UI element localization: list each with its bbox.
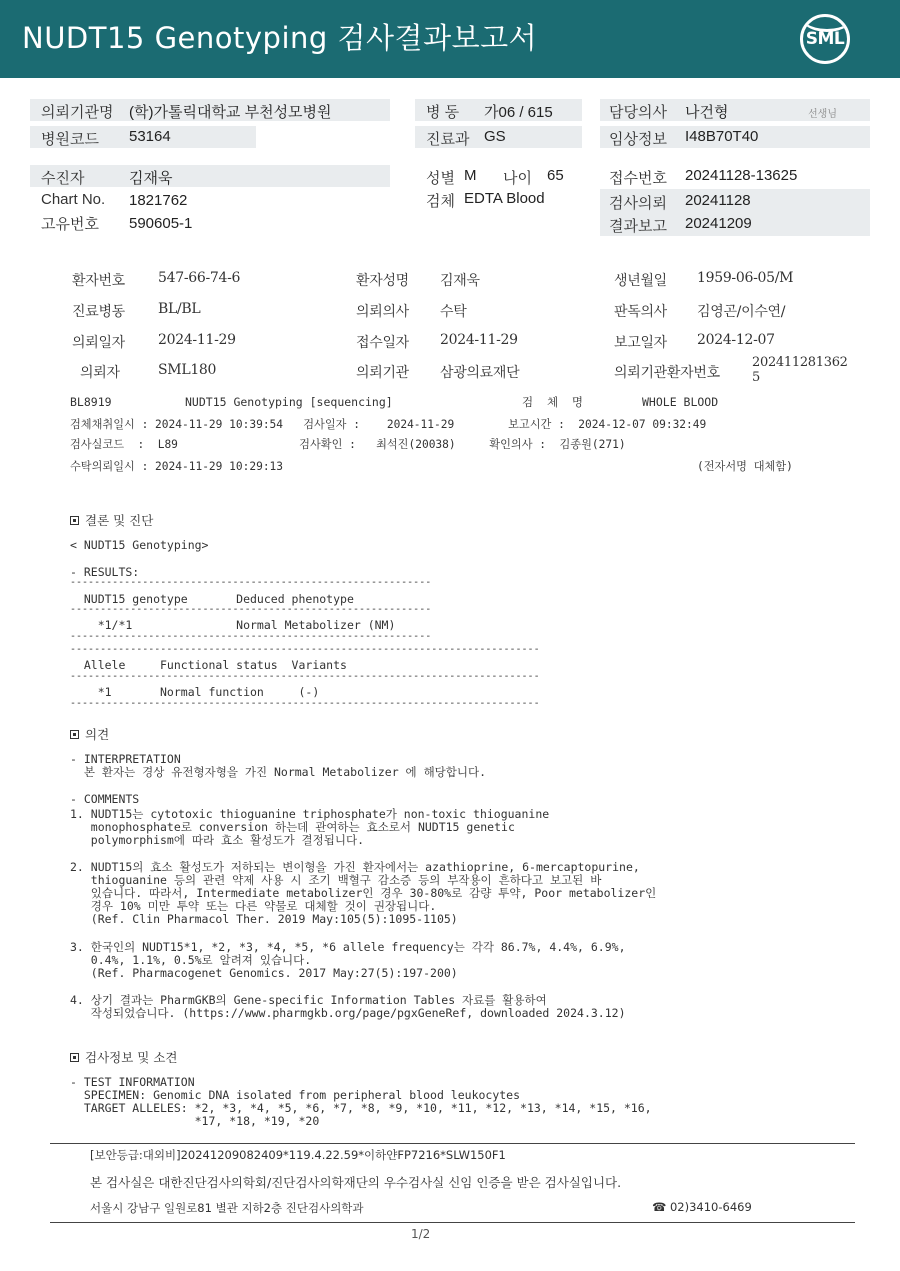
summary-value: 김영곤/이수연/ (697, 304, 786, 320)
result-subtitle: < NUDT15 Genotyping> (70, 538, 209, 552)
requester-value: (학)가톨릭대학교 부천성모병원 (129, 104, 332, 121)
ward-label: 병 동 (426, 104, 460, 121)
summary-value-wrap: 5 (752, 370, 760, 385)
uid-value: 590605-1 (129, 215, 193, 232)
patient-label: 수진자 (41, 170, 85, 187)
request-label: 검사의뢰 (609, 195, 667, 212)
report-title: NUDT15 Genotyping 검사결과보고서 (22, 21, 538, 55)
summary-value: 2024-11-29 (158, 332, 236, 348)
comments-label: - COMMENTS (70, 792, 140, 806)
table1-top-rule: ------------------------------------------------------------ (70, 577, 432, 588)
summary-value: 삼광의료재단 (440, 365, 520, 381)
summary-value: 수탁 (440, 304, 467, 320)
results-label: - RESULTS: (70, 565, 140, 579)
summary-label: 의뢰기관 (356, 365, 409, 381)
phone-text: ☎ 02)3410-6469 (652, 1200, 752, 1214)
table2-mid-rule: ------------------------------------------------------------------------------ (70, 671, 540, 682)
summary-label: 의뢰일자 (72, 335, 125, 351)
interpretation-text: 본 환자는 경상 유전형자형을 가진 Normal Metabolizer 에 해당합니다. (70, 765, 487, 779)
specimen-value: EDTA Blood (464, 190, 545, 207)
summary-value: BL/BL (158, 301, 201, 317)
comment-2: 2. NUDT15의 효소 활성도가 저하되는 변이형을 가진 환자에서는 azathioprine, 6-mercaptopurine, thioguanine 등의 관련 약제 사용 시 조기 백혈구 감소증 등의 부작용이 흔하다고 보고된 바 있습니다. 따라서, Intermediate metabolizer인 경우 30-80%로 감량 투약, Poor metabolizer인 경우 10% 미만 투약 또는 다른 약물로 대체할 것이 권장됩니다. (Ref. Clin Pharmacol Ther. 2019 May:105(5):1095-1105) (70, 860, 657, 926)
uid-label: 고유번호 (41, 216, 99, 233)
comment-4: 4. 상기 결과는 PharmGKB의 Gene-specific Information Tables 자료를 활용하여 작성되었습니다. (https://www.pharmgkb.org/page/pgxGeneRef, downloaded 2024.3.12) (70, 993, 626, 1020)
sex-value: M (464, 167, 477, 184)
comment-1: 1. NUDT15는 cytotoxic thioguanine triphosphate가 non-toxic thioguanine monophosphate로 conversion 하는데 관여하는 효소로서 NUDT15 genetic polymorphism에 따라 효소 활성도가 결정됩니다. (70, 807, 550, 847)
report-date-value: 20241209 (685, 215, 752, 232)
doctor-suffix: 선생님 (808, 109, 837, 120)
clinical-value: I48B70T40 (685, 128, 759, 145)
doctor-label: 담당의사 (609, 104, 667, 121)
summary-value: 김재욱 (440, 273, 480, 289)
table1-mid-rule: ------------------------------------------------------------ (70, 604, 432, 615)
logo-text: SML (805, 29, 845, 49)
summary-label: 보고일자 (614, 335, 667, 351)
signature-note: (전자서명 대체함) (697, 460, 793, 473)
summary-label: 환자성명 (356, 273, 409, 289)
certification-text: 본 검사실은 대한진단검사의학회/진단검사의학재단의 우수검사실 신임 인증을 받은 검사실입니다. (90, 1175, 622, 1190)
specimen-name-value: WHOLE BLOOD (642, 395, 719, 409)
sml-logo (800, 14, 850, 64)
test-code: BL8919 (70, 395, 112, 409)
age-label: 나이 (503, 170, 532, 187)
sex-label: 성별 (426, 170, 455, 187)
specimen-name-label: 검 체 명 (522, 395, 584, 409)
dept-value: GS (484, 128, 506, 145)
section-square-icon (70, 1053, 79, 1062)
interpretation-label: - INTERPRETATION (70, 752, 181, 766)
opinion-section-title-text: 의견 (85, 727, 110, 742)
consignment-line: 수탁의뢰일시 : 2024-11-29 10:29:13 (70, 460, 284, 473)
summary-label: 의뢰기관환자번호 (614, 365, 720, 381)
summary-value: SML180 (158, 362, 217, 378)
summary-label: 의뢰자 (80, 365, 120, 381)
section-square-icon (70, 730, 79, 739)
comment-3: 3. 한국인의 NUDT15*1, *2, *3, *4, *5, *6 allele frequency는 각각 86.7%, 4.4%, 6.9%, 0.4%, 1.1%, 0.5%로 알려져 있습니다. (Ref. Pharmacogenet Genomics. 2017 May:27(5):197-200) (70, 940, 626, 980)
table2-top-rule: ------------------------------------------------------------------------------ (70, 644, 540, 655)
collection-line: 검체채취일시 : 2024-11-29 10:39:54 검사일자 : 2024-11-29 보고시간 : 2024-12-07 09:32:49 (70, 418, 707, 431)
chart-value: 1821762 (129, 192, 188, 209)
testinfo-section-title-text: 검사정보 및 소견 (85, 1050, 178, 1065)
doctor-value: 나건형 (685, 104, 729, 121)
table2-row: *1 Normal function (-) (70, 685, 320, 699)
summary-value: 202411281362 (752, 355, 848, 370)
hospital-code-value: 53164 (129, 128, 171, 145)
section-square-icon (70, 516, 79, 525)
footer-top-rule (50, 1143, 855, 1144)
summary-label: 진료병동 (72, 304, 125, 320)
hospital-code-label: 병원코드 (41, 131, 99, 148)
receipt-label: 접수번호 (609, 170, 667, 187)
summary-label: 접수일자 (356, 335, 409, 351)
lab-code-line: 검사실코드 : L89 검사확인 : 최석진(20038) 확인의사 : 김종원(271) (70, 438, 626, 451)
table1-bottom-rule: ------------------------------------------------------------ (70, 631, 432, 642)
footer-bottom-rule (50, 1222, 855, 1223)
patient-value: 김재욱 (129, 170, 173, 187)
specimen-label: 검체 (426, 193, 455, 210)
result-section-title-text: 결론 및 진단 (85, 513, 154, 528)
summary-label: 생년월일 (614, 273, 667, 289)
summary-label: 의뢰의사 (356, 304, 409, 320)
page-number: 1/2 (411, 1227, 431, 1241)
ward-value: 가06 / 615 (484, 104, 553, 121)
summary-value: 547-66-74-6 (158, 270, 241, 286)
summary-value: 2024-12-07 (697, 332, 775, 348)
age-value: 65 (547, 167, 564, 184)
request-value: 20241128 (685, 192, 751, 209)
report-header (0, 0, 900, 78)
summary-label: 판독의사 (614, 304, 667, 320)
chart-label: Chart No. (41, 191, 106, 208)
summary-label: 환자번호 (72, 273, 125, 289)
table2-bottom-rule: ------------------------------------------------------------------------------ (70, 698, 540, 709)
result-section-title (70, 511, 153, 529)
table2-header: Allele Functional status Variants (70, 658, 347, 672)
security-line: [보안등급:대외비]20241209082409*119.4.22.59*이하얀FP7216*SLW150F1 (90, 1148, 506, 1162)
requester-label: 의뢰기관명 (41, 104, 114, 121)
opinion-section-title (70, 725, 109, 743)
address-text: 서울시 강남구 일원로81 별관 지하2층 진단검사의학과 (90, 1201, 364, 1215)
dept-label: 진료과 (426, 131, 470, 148)
testinfo-text: - TEST INFORMATION SPECIMEN: Genomic DNA isolated from peripheral blood leukocytes TARGET ALLELES: *2, *3, *4, *5, *6, *7, *8, *9, *10, *11, *12, *13, *14, *15, *16, *17, *18, *19, *20 (70, 1075, 652, 1128)
summary-value: 2024-11-29 (440, 332, 518, 348)
clinical-label: 임상정보 (609, 131, 667, 148)
table1-header: NUDT15 genotype Deduced phenotype (70, 592, 354, 606)
report-date-label: 결과보고 (609, 218, 667, 235)
test-name: NUDT15 Genotyping [sequencing] (185, 395, 393, 409)
table1-row: *1/*1 Normal Metabolizer (NM) (70, 618, 396, 632)
receipt-value: 20241128-13625 (685, 167, 798, 184)
testinfo-section-title (70, 1048, 177, 1066)
summary-value: 1959-06-05/M (697, 270, 794, 286)
